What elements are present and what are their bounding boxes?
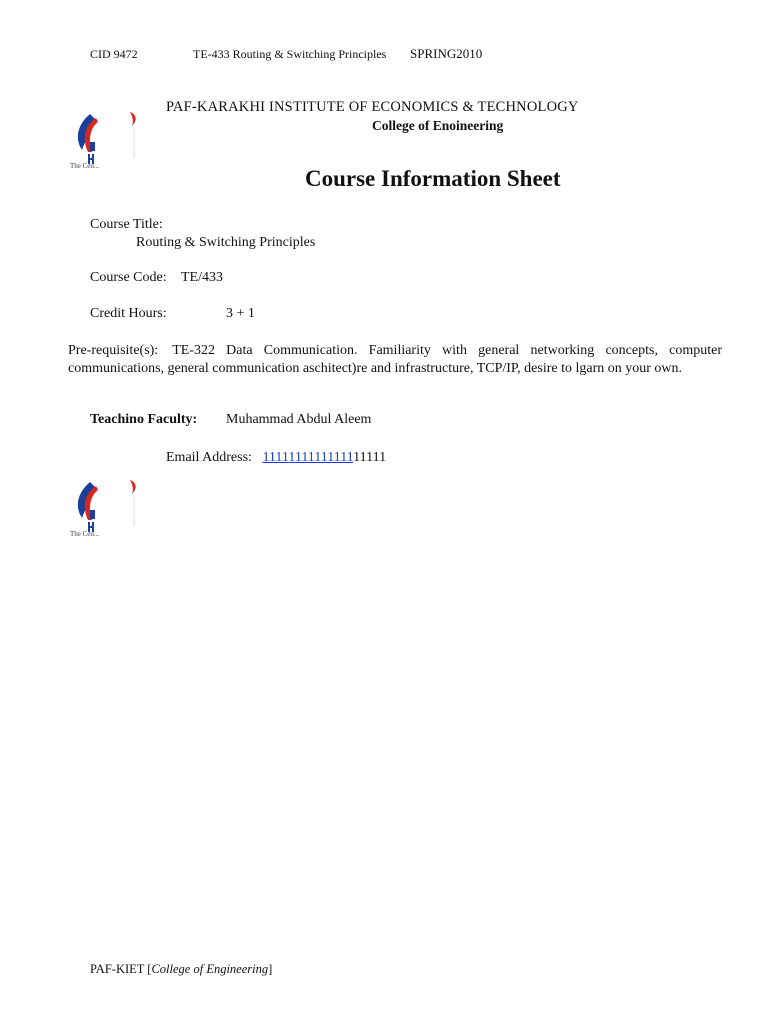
credit-hours-value: 3 + 1 xyxy=(226,306,255,321)
footer-suffix: ] xyxy=(268,962,273,976)
course-title-label: Course Title: xyxy=(90,217,163,232)
footer-college: College of Engineering xyxy=(151,962,269,976)
course-code-label: Course Code: xyxy=(90,270,167,285)
institute-name: PAF-KARAKHI INSTITUTE OF ECONOMICS & TECHNOLOGY xyxy=(166,99,579,115)
header-course: TE-433 Routing & Switching Principles xyxy=(193,47,387,61)
email-rest: 11111 xyxy=(353,450,387,465)
email-label: Email Address: xyxy=(166,450,252,465)
institute-logo-secondary xyxy=(68,474,150,540)
faculty-label: Teachino Faculty: xyxy=(90,412,198,427)
prerequisites-paragraph xyxy=(68,342,722,378)
course-code-value: TE/433 xyxy=(181,270,223,285)
footer-prefix: PAF-KIET [ xyxy=(90,962,152,976)
logo-caption: The Cen... xyxy=(70,162,100,170)
prerequisites-text: TE-322 Data Communication. Familiarity with general networking concepts, computer communications, general communication aschitect)re and infrastructure, TCP/IP, desire to lgarn on your own. xyxy=(68,343,722,376)
course-title-value: Routing & Switching Principles xyxy=(136,235,316,250)
header-term: SPRING2010 xyxy=(410,46,483,61)
header-cid: CID 9472 xyxy=(90,47,138,61)
faculty-name: Muhammad Abdul Aleem xyxy=(226,412,372,427)
institute-logo xyxy=(68,106,150,172)
prerequisites-label: Pre-requisite(s): xyxy=(68,343,159,358)
page-footer xyxy=(90,962,272,977)
college-name: College of Enoineering xyxy=(372,118,504,133)
email-address xyxy=(166,450,386,466)
email-link[interactable]: 11111111111111 xyxy=(262,450,354,465)
credit-hours-label: Credit Hours: xyxy=(90,306,167,321)
logo-caption-secondary: The Cen... xyxy=(70,530,100,538)
page-title: Course Information Sheet xyxy=(305,166,561,191)
